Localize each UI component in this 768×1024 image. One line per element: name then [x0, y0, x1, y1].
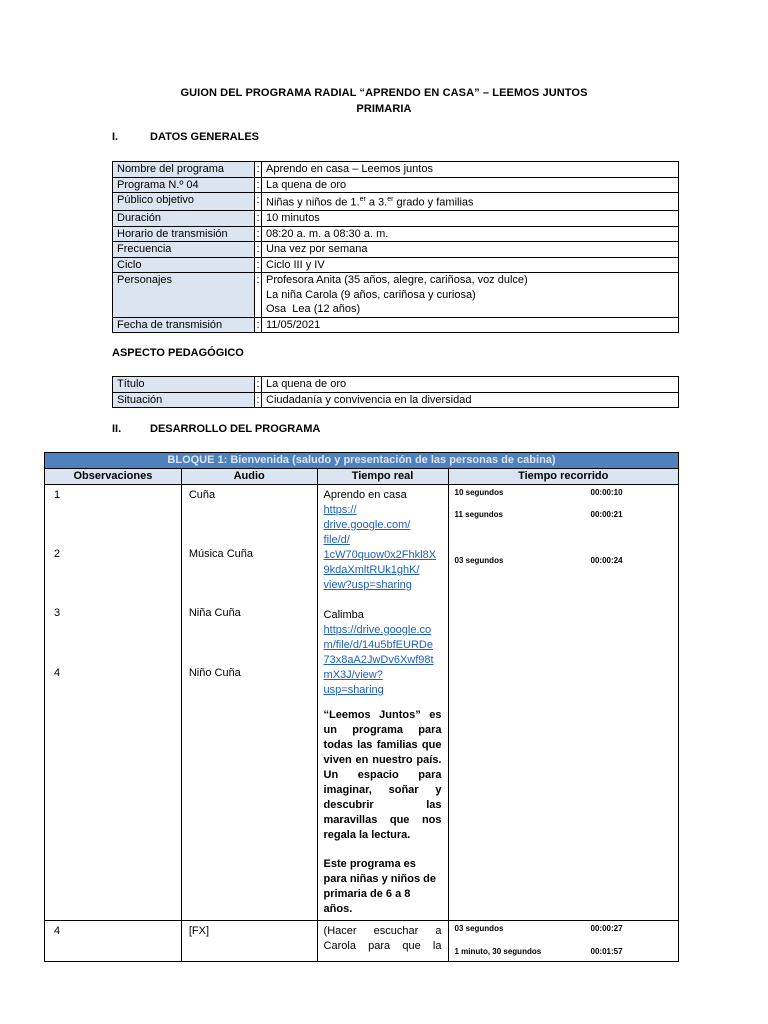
calimba-text: Calimba [323, 609, 364, 621]
audio-link-1[interactable] [324, 503, 442, 593]
link-line[interactable]: 9kdaXmltRUk1ghK/ [323, 564, 420, 576]
table-row [113, 193, 679, 211]
section-number: II. [112, 423, 122, 435]
program-description: “Leemos Juntos” es un programa para todas las familias que viven en nuestro país. Un espacio para imaginar, soñar y descubrir las maravillas que nos regala la lectura. [323, 709, 442, 841]
row-label: Frecuencia [113, 242, 255, 258]
general-data-table [112, 161, 679, 333]
row-value: 11/05/2021 [262, 317, 679, 333]
row-label: Personajes [113, 273, 255, 318]
row-value: Ciudadanía y convivencia en la diversidad [262, 392, 679, 408]
section-title: DESARROLLO DEL PROGRAMA [150, 423, 321, 435]
column-header: Tiempo real [317, 469, 448, 485]
link-line[interactable]: view?usp=sharing [323, 579, 412, 591]
link-line[interactable]: usp=sharing [323, 684, 384, 696]
accumulated-time: 00:01:57 [590, 947, 623, 956]
column-header: Audio [181, 469, 317, 485]
row-label: Programa N.º 04 [113, 177, 255, 193]
segment-duration: 03 segundos [454, 924, 504, 933]
link-line[interactable]: drive.google.com/ [323, 519, 411, 531]
accumulated-time: 00:00:10 [590, 488, 623, 497]
table-row [113, 242, 679, 258]
row-label: Situación [113, 392, 255, 408]
row-separator: : [256, 227, 260, 240]
section-heading-pedagogic: ASPECTO PEDAGÓGICO [112, 347, 244, 359]
block-title: BLOQUE 1: Bienvenida (saludo y presentación de las personas de cabina) [45, 453, 679, 469]
table-row [113, 317, 679, 333]
row-separator: : [256, 178, 260, 191]
observations-cell [45, 485, 182, 921]
row-value: 08:20 a. m. a 08:30 a. m. [262, 226, 679, 242]
program-audience: Este programa es para niñas y niños de primaria de 6 a 8 años. [323, 858, 437, 915]
ordinal-suffix: er [387, 196, 394, 203]
audio-item: Niña Cuña [188, 607, 241, 619]
accumulated-time: 00:00:24 [590, 556, 623, 565]
section-heading-development [112, 423, 320, 435]
document-subtitle: PRIMARIA [356, 103, 412, 115]
table-row [113, 162, 679, 178]
row-value: Una vez por semana [262, 242, 679, 258]
section-title: DATOS GENERALES [150, 131, 259, 143]
audio-item: Niño Cuña [188, 667, 241, 679]
row-separator: : [256, 378, 260, 390]
row-separator: : [255, 193, 262, 211]
column-header: Tiempo recorrido [448, 469, 679, 485]
link-line[interactable]: https://drive.google.co [323, 624, 432, 636]
ordinal-suffix: er [359, 196, 366, 203]
row-label: Título [113, 377, 255, 393]
program-block-table [44, 452, 679, 962]
value-text: Niñas y niños de 1. [266, 196, 360, 209]
table-row [113, 377, 679, 393]
column-header: Observaciones [45, 469, 182, 485]
character-line: La niña Carola (9 años, cariñosa y curiosa) [266, 288, 476, 301]
row-separator: : [256, 243, 260, 256]
character-line: Profesora Anita (35 años, alegre, cariñosa, voz dulce) [266, 274, 528, 287]
real-time-cell [317, 921, 448, 962]
table-row [113, 211, 679, 227]
row-separator: : [255, 273, 262, 318]
row-separator: : [256, 258, 260, 271]
link-line[interactable]: 1cW70quow0x2Fhkl8X [323, 549, 437, 561]
audio-cell [181, 921, 317, 962]
audio-item: [FX] [188, 925, 209, 937]
row-value: Aprendo en casa – Leemos juntos [262, 162, 679, 178]
table-row [113, 177, 679, 193]
row-value: La quena de oro [262, 177, 679, 193]
real-time-cell [317, 485, 448, 921]
row-separator: : [256, 212, 260, 225]
link-line[interactable]: m/file/d/14u5bfEURDe [323, 639, 433, 651]
row-separator: : [256, 318, 260, 331]
row-value: Ciclo III y IV [262, 257, 679, 273]
row-value [262, 193, 679, 211]
row-value [262, 273, 679, 318]
row-separator: : [256, 163, 260, 175]
row-value: 10 minutos [262, 211, 679, 227]
observations-cell [45, 921, 182, 962]
intro-text: Aprendo en casa [323, 489, 407, 501]
pedagogic-table [112, 376, 679, 408]
link-line[interactable]: file/d/ [323, 534, 350, 546]
row-separator: : [256, 393, 260, 406]
value-text: a 3. [365, 196, 388, 209]
row-label: Horario de transmisión [113, 226, 255, 242]
elapsed-time-cell [448, 921, 679, 962]
audio-cell [181, 485, 317, 921]
observation-number: 4 [54, 667, 61, 679]
link-line[interactable]: mX3J/view? [323, 669, 383, 681]
link-line[interactable]: https:// [323, 504, 357, 516]
section-heading-general [112, 131, 259, 143]
observation-number: 4 [54, 925, 61, 937]
link-line[interactable]: 73x8aA2JwDv6Xwf98t [323, 654, 434, 666]
table-row [113, 273, 679, 318]
audio-item: Música Cuña [188, 548, 254, 560]
document-title: GUION DEL PROGRAMA RADIAL “APRENDO EN CASA” – LEEMOS JUNTOS [180, 87, 588, 99]
segment-duration: 1 minuto, 30 segundos [454, 947, 542, 956]
elapsed-time-cell [448, 485, 679, 921]
observation-number: 3 [54, 607, 61, 619]
table-row [113, 226, 679, 242]
table-row [113, 392, 679, 408]
accumulated-time: 00:00:27 [590, 924, 623, 933]
segment-duration: 11 segundos [454, 510, 503, 519]
row-label: Fecha de transmisión [113, 317, 255, 333]
row-label: Nombre del programa [113, 162, 255, 178]
audio-link-2[interactable] [324, 623, 442, 698]
row-label: Duración [113, 211, 255, 227]
section-number: I. [112, 131, 119, 143]
row-label: Ciclo [113, 257, 255, 273]
observation-number: 2 [54, 548, 61, 560]
segment-duration: 10 segundos [454, 488, 504, 497]
fx-instruction: (Hacer escuchar a Carola para que la [323, 925, 442, 952]
segment-duration: 03 segundos [454, 556, 504, 565]
value-text: grado y familias [393, 196, 474, 209]
observation-number: 1 [54, 489, 61, 501]
accumulated-time: 00:00:21 [590, 510, 623, 519]
audio-item: Cuña [188, 489, 216, 501]
character-line: Osa Lea (12 años) [266, 303, 361, 316]
row-value: La quena de oro [262, 377, 679, 393]
row-label: Público objetivo [113, 193, 255, 211]
table-row [113, 257, 679, 273]
